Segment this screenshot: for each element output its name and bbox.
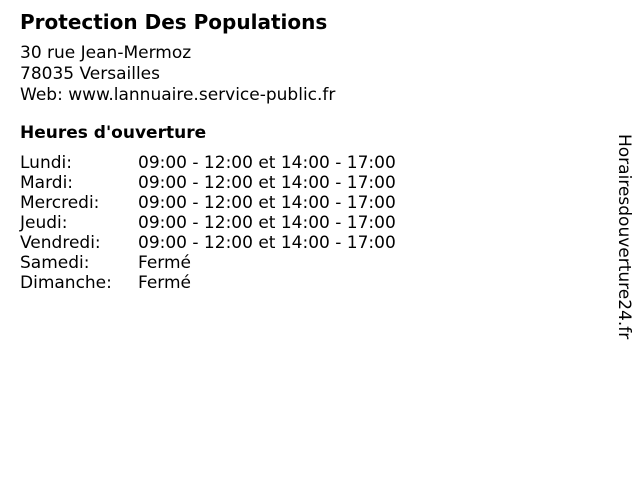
day-label: Mercredi: — [20, 193, 100, 213]
page-title: Protection Des Populations — [20, 10, 328, 34]
day-hours: 09:00 - 12:00 et 14:00 - 17:00 — [138, 213, 396, 233]
day-label: Vendredi: — [20, 233, 101, 253]
day-label: Samedi: — [20, 253, 90, 273]
address-street: 30 rue Jean-Mermoz — [20, 43, 192, 63]
day-label: Lundi: — [20, 153, 72, 173]
day-hours: 09:00 - 12:00 et 14:00 - 17:00 — [138, 233, 396, 253]
hours-row-jeudi — [20, 213, 396, 233]
hours-row-vendredi — [20, 233, 396, 253]
hours-row-lundi — [20, 153, 396, 173]
watermark-text: Horairesdouverture24.fr — [614, 134, 634, 340]
address-city: 78035 Versailles — [20, 64, 161, 84]
address-web: Web: www.lannuaire.service-public.fr — [20, 85, 336, 105]
address-block — [20, 43, 335, 106]
hours-table — [20, 153, 396, 293]
hours-row-mercredi — [20, 193, 396, 213]
day-hours: 09:00 - 12:00 et 14:00 - 17:00 — [138, 153, 396, 173]
day-label: Mardi: — [20, 173, 74, 193]
hours-row-mardi — [20, 173, 396, 193]
day-hours: 09:00 - 12:00 et 14:00 - 17:00 — [138, 193, 396, 213]
day-hours: Fermé — [138, 253, 192, 273]
hours-row-samedi — [20, 253, 396, 273]
day-label: Jeudi: — [20, 213, 68, 233]
day-hours: Fermé — [138, 273, 192, 293]
hours-row-dimanche — [20, 273, 396, 293]
hours-heading: Heures d'ouverture — [20, 123, 207, 143]
day-label: Dimanche: — [20, 273, 112, 293]
day-hours: 09:00 - 12:00 et 14:00 - 17:00 — [138, 173, 396, 193]
